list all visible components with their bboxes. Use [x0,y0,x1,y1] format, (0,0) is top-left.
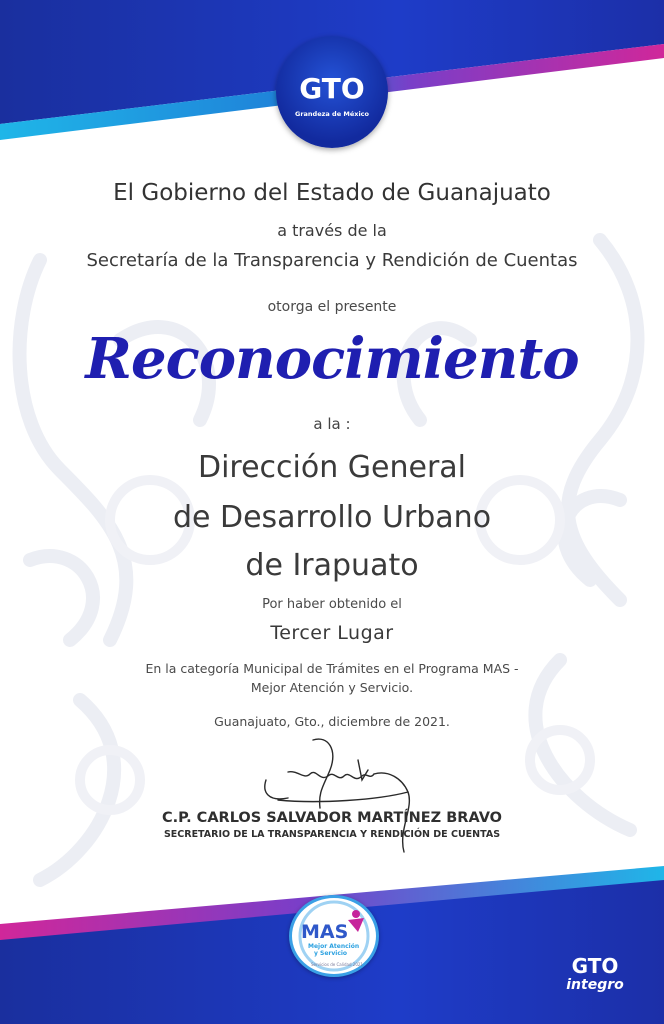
place-label: Tercer Lugar [270,622,394,644]
signer-title: SECRETARIO DE LA TRANSPARENCIA Y RENDICIÓN DE CUENTAS [163,829,501,840]
reason-line: Por haber obtenido el [262,597,402,612]
gto-logo-tagline: Grandeza de México [295,110,369,118]
category-line-1: En la categoría Municipal de Trámites en el Programa MAS - [145,661,519,676]
recipient-line-3: de Irapuato [245,548,419,583]
secretariat-line: Secretaría de la Transparencia y Rendición de Cuentas [86,250,578,271]
via-line: a través de la [277,221,387,240]
mas-logo-subtitle: Mejor Atención [308,943,360,950]
gto-logo-mark: GTO [299,72,365,105]
mas-logo-word: MAS [301,921,349,943]
mas-program-logo [289,895,379,977]
to-label: a la : [313,415,351,433]
gto-integro-word: integro [566,977,624,993]
category-line-2: Mejor Atención y Servicio. [250,680,414,695]
dateline: Guanajuato, Gto., diciembre de 2021. [214,714,450,729]
grants-line: otorga el presente [267,299,397,315]
gto-seal-logo [276,36,388,148]
recipient-line-1: Dirección General [197,450,467,485]
gto-integro-mark: GTO [571,954,619,978]
svg-text:Servicios de Calidad 2021: Servicios de Calidad 2021 [311,962,363,967]
handwritten-signature [258,730,428,860]
svg-text:y Servicio: y Servicio [314,950,348,957]
gto-integro-logo [556,955,634,993]
mas-logo-graphic [292,898,376,974]
award-title: Reconocimiento [85,326,579,392]
recipient-line-2: de Desarrollo Urbano [172,500,492,535]
signer-name: C.P. CARLOS SALVADOR MARTÍNEZ BRAVO [162,810,502,826]
issuer-line: El Gobierno del Estado de Guanajuato [113,180,551,206]
